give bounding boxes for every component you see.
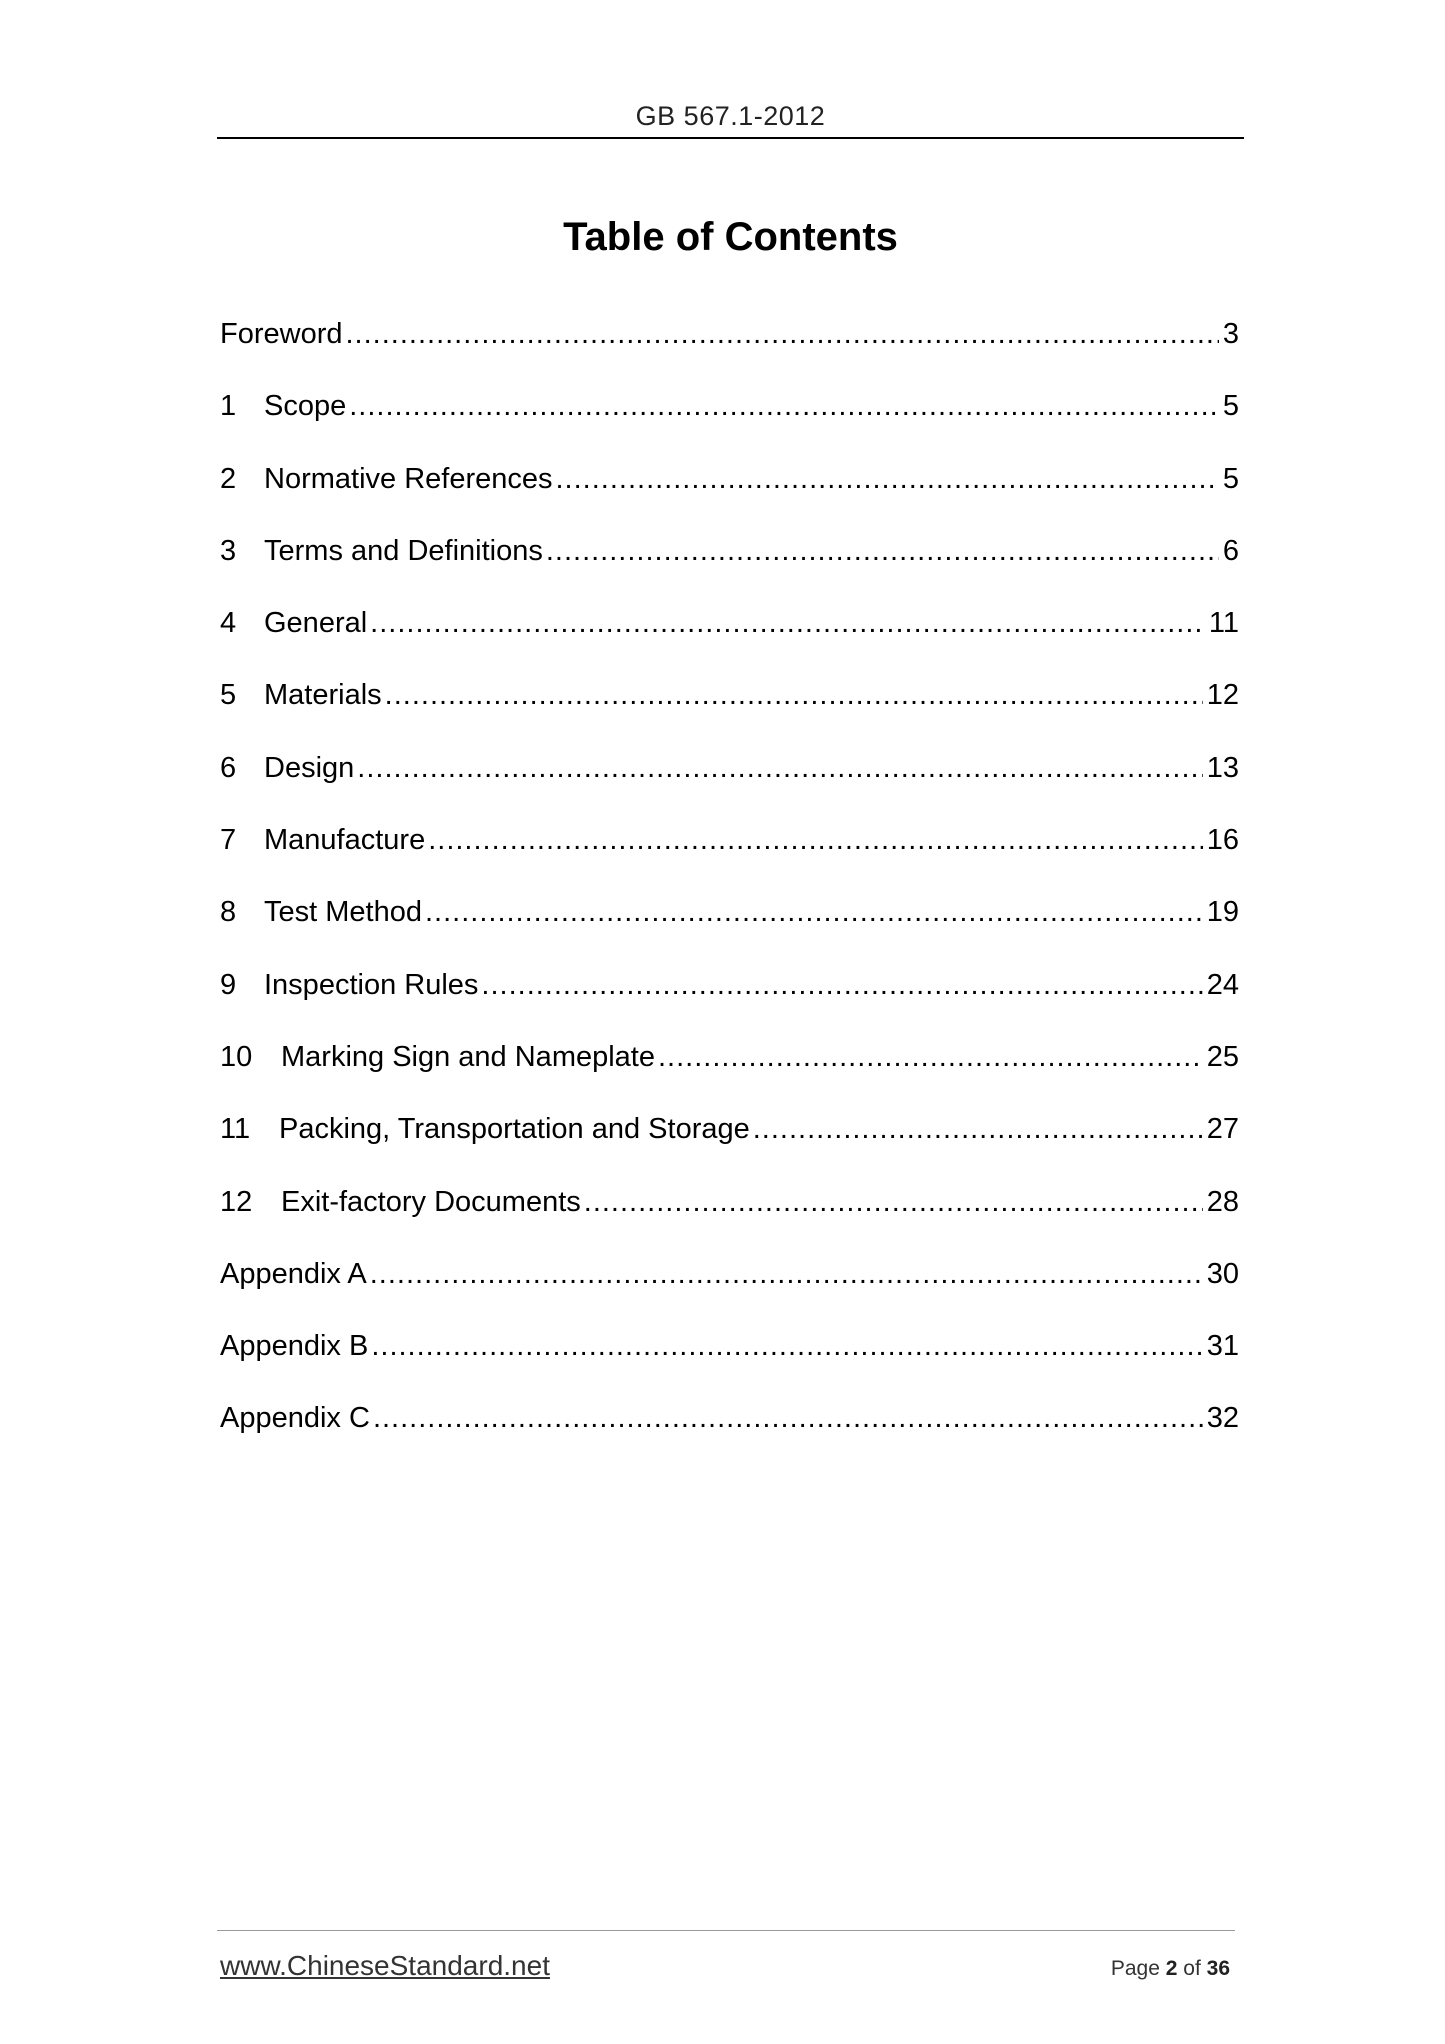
toc-entry-number: 1: [220, 390, 237, 423]
toc-entry-number: 2: [220, 462, 237, 495]
toc-entry-number: 5: [220, 679, 237, 712]
toc-entry-page: 25: [1206, 1040, 1239, 1073]
toc-entry-materials[interactable]: [220, 673, 1239, 745]
toc-entry-title: General: [264, 607, 368, 640]
dot-leader: [370, 601, 1205, 645]
toc-entry-page: 30: [1206, 1257, 1239, 1290]
toc-entry-terms-and-definitions[interactable]: [220, 529, 1239, 601]
toc-entry-title: Exit-factory Documents: [281, 1185, 581, 1218]
header-divider: [217, 137, 1244, 139]
toc-entry-page: 19: [1206, 896, 1239, 929]
dot-leader: [556, 457, 1219, 501]
toc-entry-number: 4: [220, 607, 237, 640]
toc-entry-test-method[interactable]: [220, 890, 1239, 962]
dot-leader: [546, 529, 1219, 573]
toc-entry-packing-transportation-storage[interactable]: [220, 1107, 1239, 1179]
toc-entry-title: Normative References: [264, 462, 553, 495]
dot-leader: [481, 963, 1202, 1007]
toc-entry-title: Inspection Rules: [264, 968, 479, 1001]
toc-entry-manufacture[interactable]: [220, 818, 1239, 890]
toc-entry-exit-factory-documents[interactable]: [220, 1180, 1239, 1252]
toc-entry-title: Appendix B: [220, 1330, 369, 1363]
toc-entry-page: 32: [1206, 1402, 1239, 1435]
toc-entry-page: 3: [1222, 318, 1239, 350]
toc-entry-general[interactable]: [220, 601, 1239, 673]
toc-entry-title: Appendix A: [220, 1257, 367, 1290]
dot-leader: [373, 1396, 1203, 1440]
footer-divider: [217, 1930, 1235, 1931]
website-link[interactable]: www.ChineseStandard.net: [220, 1950, 550, 1981]
toc-entry-page: 31: [1206, 1330, 1239, 1363]
toc-entry-number: 10: [220, 1040, 253, 1073]
current-page-number: 2: [1165, 1957, 1178, 1980]
table-of-contents: [220, 312, 1239, 1469]
toc-entry-appendix-b[interactable]: [220, 1324, 1239, 1396]
dot-leader: [753, 1107, 1203, 1151]
toc-entry-title: Scope: [264, 390, 347, 423]
page-indicator: [1111, 1957, 1230, 1981]
toc-entry-title: Packing, Transportation and Storage: [279, 1113, 750, 1146]
toc-entry-page: 6: [1222, 534, 1239, 567]
toc-entry-number: 9: [220, 968, 237, 1001]
toc-entry-page: 12: [1206, 679, 1239, 712]
toc-entry-page: 16: [1206, 824, 1239, 857]
dot-leader: [346, 312, 1219, 356]
dot-leader: [357, 746, 1202, 790]
toc-entry-number: 3: [220, 534, 237, 567]
dot-leader: [658, 1035, 1203, 1079]
dot-leader: [425, 890, 1203, 934]
dot-leader: [428, 818, 1203, 862]
toc-entry-appendix-c[interactable]: [220, 1396, 1239, 1468]
toc-entry-title: Materials: [264, 679, 382, 712]
page-word: Page: [1110, 1957, 1160, 1980]
toc-entry-page: 5: [1222, 390, 1239, 423]
toc-entry-page: 13: [1206, 751, 1239, 784]
toc-entry-number: 7: [220, 824, 237, 857]
toc-entry-design[interactable]: [220, 746, 1239, 818]
toc-entry-page: 11: [1208, 607, 1239, 640]
dot-leader: [584, 1180, 1203, 1224]
toc-entry-title: Test Method: [264, 896, 422, 929]
of-word: of: [1183, 1957, 1201, 1980]
toc-entry-scope[interactable]: [220, 384, 1239, 456]
toc-entry-page: 5: [1222, 462, 1239, 495]
dot-leader: [370, 1252, 1203, 1296]
toc-entry-title: Appendix C: [220, 1402, 370, 1435]
toc-entry-page: 28: [1206, 1185, 1239, 1218]
toc-entry-number: 11: [220, 1113, 251, 1146]
dot-leader: [385, 673, 1203, 717]
toc-entry-appendix-a[interactable]: [220, 1252, 1239, 1324]
toc-entry-foreword[interactable]: [220, 312, 1239, 384]
toc-entry-title: Foreword: [220, 318, 343, 350]
toc-entry-title: Manufacture: [264, 824, 426, 857]
toc-entry-number: 8: [220, 896, 237, 929]
toc-entry-page: 24: [1206, 968, 1239, 1001]
toc-entry-title: Design: [264, 751, 355, 784]
total-pages-number: 36: [1206, 1957, 1230, 1980]
document-header-code: GB 567.1-2012: [635, 101, 826, 131]
toc-entry-normative-references[interactable]: [220, 457, 1239, 529]
page-title: Table of Contents: [563, 214, 898, 259]
toc-entry-inspection-rules[interactable]: [220, 963, 1239, 1035]
toc-entry-page: 27: [1206, 1113, 1239, 1146]
toc-entry-number: 12: [220, 1185, 253, 1218]
toc-entry-title: Terms and Definitions: [264, 534, 543, 567]
toc-entry-title: Marking Sign and Nameplate: [281, 1040, 655, 1073]
toc-entry-marking-sign-and-nameplate[interactable]: [220, 1035, 1239, 1107]
toc-entry-number: 6: [220, 751, 237, 784]
dot-leader: [371, 1324, 1202, 1368]
dot-leader: [349, 384, 1219, 428]
